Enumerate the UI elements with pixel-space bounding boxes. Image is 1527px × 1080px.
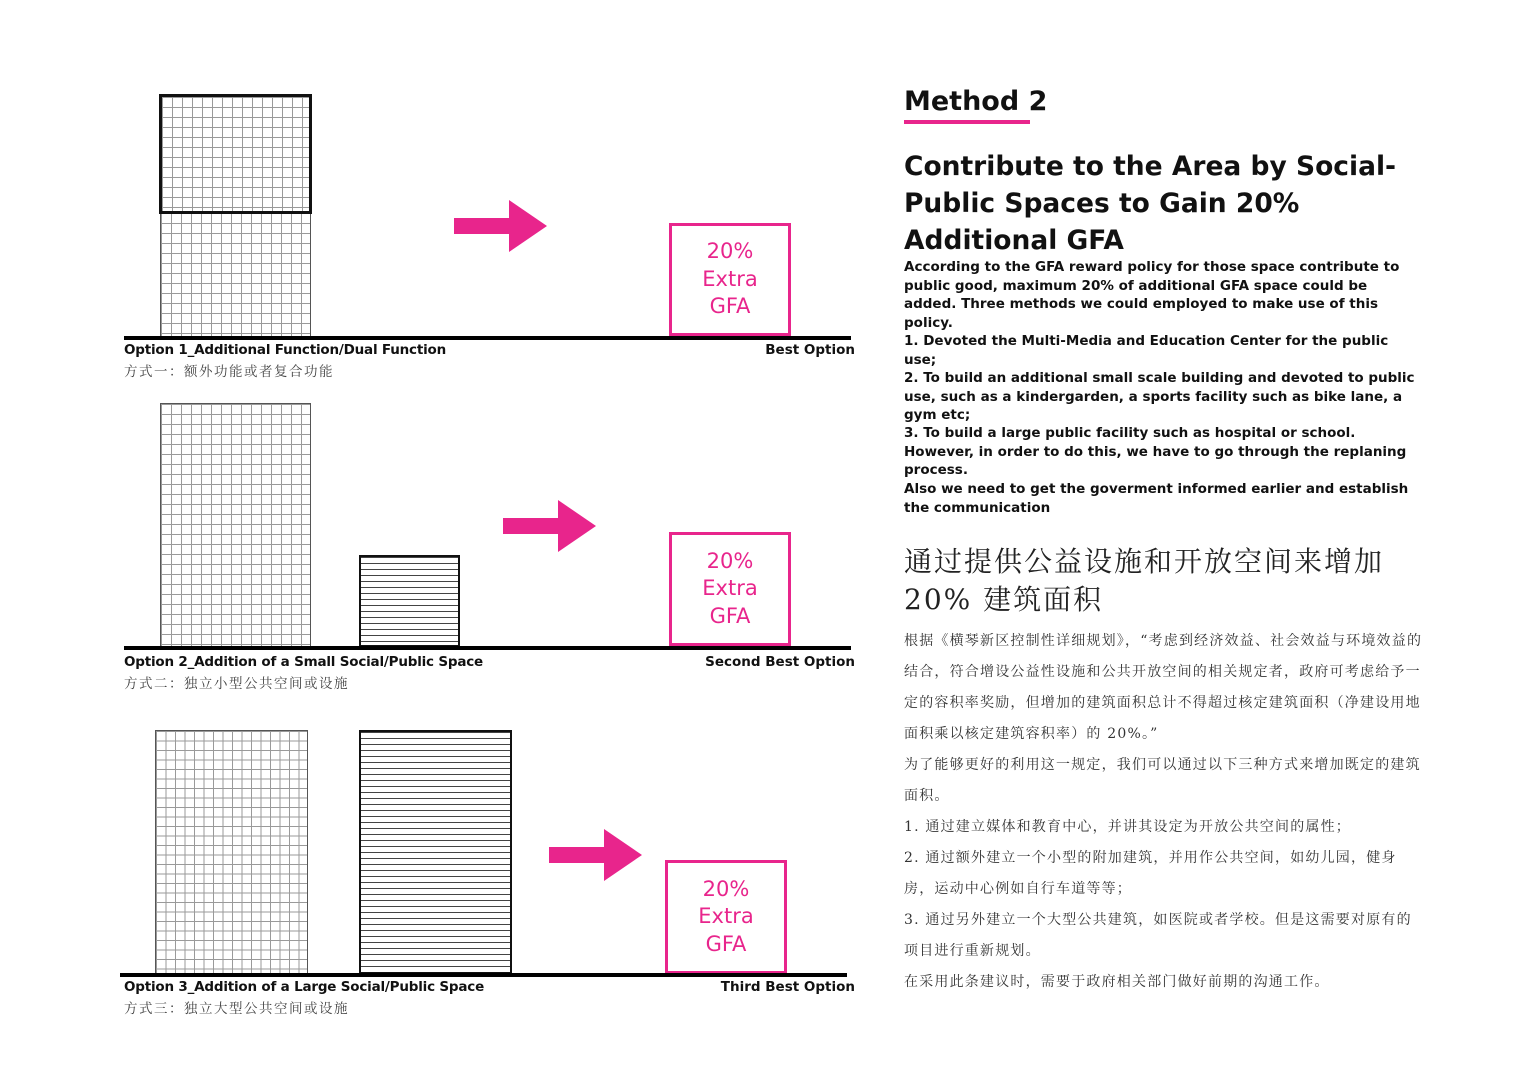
heading-line: Contribute to the Area by Social- <box>904 151 1397 182</box>
chinese-heading <box>904 543 1424 619</box>
box-line: Extra <box>698 904 754 929</box>
extra-gfa-box <box>669 223 791 336</box>
extra-gfa-box <box>669 532 791 646</box>
small-public-building <box>359 555 460 647</box>
method-intro: According to the GFA reward policy for those space contribute to public good, maximum 20% of additional GFA space could be added. Three methods we could employed to make use of this policy. <box>904 259 1400 331</box>
box-line: GFA <box>709 603 751 628</box>
option-rank: Third Best Option <box>720 979 855 995</box>
option-rank: Best Option <box>765 342 855 358</box>
arrow-right-icon <box>454 200 549 252</box>
title-underline <box>904 120 1030 124</box>
existing-building-lower <box>160 212 311 337</box>
box-line: GFA <box>709 294 751 319</box>
ground-line <box>124 336 851 340</box>
box-line: GFA <box>705 931 747 956</box>
method-heading <box>904 148 1424 259</box>
arrow-right-icon <box>503 500 598 552</box>
large-public-building <box>359 730 512 974</box>
ground-line <box>120 973 847 977</box>
option-label-cn: 方式一：额外功能或者复合功能 <box>124 364 334 380</box>
heading-line: Public Spaces to Gain 20% <box>904 188 1300 219</box>
heading-line: Additional GFA <box>904 225 1124 256</box>
chinese-item: 2. 通过额外建立一个小型的附加建筑，并用作公共空间，如幼儿园，健身房，运动中心例如自行车道等等； <box>904 850 1397 897</box>
option-label: Option 1_Additional Function/Dual Function <box>124 342 447 358</box>
chinese-quote: 根据《横琴新区控制性详细规划》，“考虑到经济效益、社会效益与环境效益的结合，符合增设公益性设施和公共开放空间的相关规定者，政府可考虑给予一定的容积率奖励，但增加的建筑面积总计不得超过核定建筑面积（净建设用地面积乘以核定建筑容积率）的 20%。” <box>904 633 1423 742</box>
option-label: Option 2_Addition of a Small Social/Public Space <box>124 654 484 670</box>
option-label-cn: 方式三：独立大型公共空间或设施 <box>124 1001 349 1017</box>
heading-line: 20% 建筑面积 <box>904 583 1104 616</box>
method-item: 2. To build an additional small scale building and devoted to public use, such as a kindergarden, a sports facility such as bike lane, a gym etc; <box>904 370 1415 423</box>
box-line: 20% <box>702 876 750 901</box>
box-line: Extra <box>702 576 758 601</box>
ground-line <box>124 646 851 650</box>
box-line: Extra <box>702 266 758 291</box>
chinese-item: 3. 通过另外建立一个大型公共建筑，如医院或者学校。但是这需要对原有的项目进行重新规划。 <box>904 912 1412 959</box>
option-label: Option 3_Addition of a Large Social/Public Space <box>124 979 485 995</box>
chinese-closing: 在采用此条建议时，需要于政府相关部门做好前期的沟通工作。 <box>904 974 1330 990</box>
existing-building <box>155 730 308 974</box>
method-item: 1. Devoted the Multi-Media and Education Center for the public use; <box>904 333 1389 368</box>
chinese-item: 1. 通过建立媒体和教育中心，并讲其设定为开放公共空间的属性； <box>904 819 1352 835</box>
option-label-cn: 方式二：独立小型公共空间或设施 <box>124 676 349 692</box>
existing-building <box>160 403 311 647</box>
method-item: 3. To build a large public facility such as hospital or school. However, in order to do this, we have to go through the replaning process. <box>904 425 1407 478</box>
heading-line: 通过提供公益设施和开放空间来增加 <box>904 545 1385 578</box>
box-line: 20% <box>706 548 754 573</box>
method-title: Method 2 <box>904 86 1048 117</box>
method-closing: Also we need to get the goverment informed earlier and establish the communication <box>904 481 1409 516</box>
chinese-intro: 为了能够更好的利用这一规定，我们可以通过以下三种方式来增加既定的建筑面积。 <box>904 757 1421 804</box>
extra-gfa-box <box>665 860 787 974</box>
option-rank: Second Best Option <box>705 654 855 670</box>
arrow-right-icon <box>549 829 644 881</box>
additional-function-block <box>159 94 312 214</box>
box-line: 20% <box>706 239 754 264</box>
